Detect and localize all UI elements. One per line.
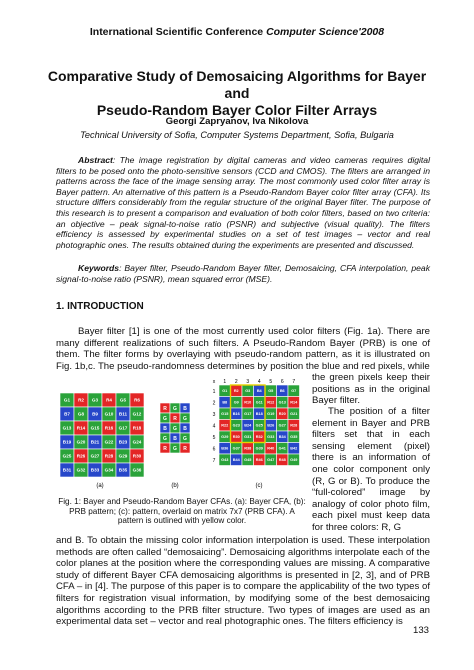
bayer-cell-label: G24 [132, 439, 142, 445]
keywords [56, 263, 430, 284]
bayer-cell-label: G5 [119, 397, 127, 403]
prb-cell-label: B8 [222, 400, 228, 405]
intro-paragraph-1-text: Bayer filter [1] is one of the most currently used color filters (Fig. 1a). There are many different realizations of such filters. A Pseudo-Random Bayer (PRB) is one of them. The filter forms by overlaying with pseudo-random pattern, as it is illustrated on Fig. 1b,c. The pseudo-randomness determines by position the blue and red pixels, while [56, 326, 430, 372]
bayer-cell-label: G29 [118, 453, 128, 459]
side-column-b-text: The position of a filter element in Bayer and PRB filters set that in each sensing element (pixel) there is an information of one color component only (R, G or B). To produce the “full-colored” image by analogy of color photo film, each pixel must keep data for three colors: R, G [312, 406, 430, 533]
section-title: 1. INTRODUCTION [56, 301, 144, 312]
axis-label-c-row: 4 [212, 423, 216, 430]
bayer-cell-label: B19 [62, 439, 72, 445]
prb-cell-label: R22 [221, 423, 229, 428]
axis-label-c-row: 7 [212, 457, 216, 464]
bayer-cell-label: R14 [76, 425, 86, 431]
prb-cell-label: B36 [221, 446, 229, 451]
prb-cell-label: R48 [278, 458, 286, 463]
prb-cell-label: G33 [267, 435, 275, 440]
prb-pattern-cell-label: G [173, 425, 177, 432]
prb-cell-label: G25 [255, 423, 263, 428]
prb-cell-label: G39 [255, 446, 263, 451]
prb-cell-label: R46 [255, 458, 263, 463]
bayer-cell-label: R18 [132, 425, 142, 431]
bayer-cell-label: B35 [118, 467, 128, 473]
prb-cell-label: G49 [290, 458, 298, 463]
prb-cell-label: G15 [221, 412, 229, 417]
page-number: 133 [413, 625, 430, 636]
intro-paragraph-2: and B. To obtain the missing color information interpolation is used. These interpolation methods are often called “demosaicing”. Demosaicing algorithms interpolate each of the color planes at the position where the corresponding values are missing. A comparative study of different Bayer CFA demosaicing algorithms is presented in [2, 3], and of PRB CFA – in [4]. The purpose of this paper is to compare the applicability of the two types of filters for registration visual information, by modifying some of the best demosaicing algorithms according to the PRB filter structure. Two types of images are used as an experimental data set – vector and real photographic ones. The filters efficiency is [56, 535, 430, 628]
prb-matrix-c [213, 379, 300, 466]
bayer-cell-label: G1 [63, 397, 71, 403]
side-column-b [312, 406, 430, 534]
axis-label-c: x [212, 379, 216, 385]
prb-cell-label: R32 [255, 435, 263, 440]
prb-pattern-cell-label: R [163, 405, 167, 412]
axis-label-c: 7 [292, 379, 296, 385]
conference-name: Computer Science'2008 [266, 26, 385, 38]
bayer-matrix-a [60, 393, 144, 477]
bayer-cell-label: B7 [64, 411, 70, 417]
bayer-cell-label: R30 [132, 453, 142, 459]
bayer-cell-label: G27 [90, 453, 100, 459]
prb-cell-label: G13 [278, 400, 286, 405]
bayer-cell-label: G25 [62, 453, 72, 459]
axis-label-c-row: 2 [212, 400, 216, 407]
bayer-cell-label: R2 [78, 397, 84, 403]
prb-pattern-cell-label: G [173, 445, 177, 452]
side-column-a: the green pixels keep their positions as in the original Bayer filter. [312, 372, 430, 407]
prb-cell-label: B4 [256, 389, 262, 394]
intro-paragraph-1 [56, 326, 430, 372]
prb-cell-label: R20 [278, 412, 286, 417]
bayer-cell-label: G20 [76, 439, 86, 445]
title-line-1: Comparative Study of Demosaicing Algorithms for Bayer and [47, 68, 427, 101]
prb-cell-label: G11 [255, 400, 263, 405]
bayer-cell-label: R16 [104, 425, 114, 431]
prb-cell-label: G23 [232, 423, 240, 428]
figure-caption: Fig. 1: Bayer and Pseudo-Random Bayer CFAs. (a): Bayer CFA, (b): PRB pattern; (c): pattern, overlaid on matrix 7x7 (PRB CFA). A pattern is outlined with yellow color. [58, 497, 306, 526]
bayer-cell-label: G32 [76, 467, 86, 473]
affiliation: Technical University of Sofia, Computer Systems Department, Sofia, Bulgaria [80, 130, 394, 140]
prb-cell-label: R2 [233, 389, 239, 394]
prb-cell-label: G19 [267, 412, 275, 417]
bayer-cell-label: R28 [104, 453, 114, 459]
prb-cell-label: B18 [255, 412, 263, 417]
conference-prefix: International Scientific Conference [89, 26, 267, 38]
figure-label-a: (a) [96, 483, 104, 489]
bayer-cell-label: G12 [132, 411, 142, 417]
prb-cell-label: R12 [267, 400, 275, 405]
prb-cell-label: R28 [290, 423, 298, 428]
bayer-cell-label: G36 [132, 467, 142, 473]
prb-cell-label: G35 [290, 435, 298, 440]
prb-cell-label: B16 [232, 412, 240, 417]
axis-label-c: 6 [280, 379, 284, 385]
bayer-cell-label: R4 [106, 397, 112, 403]
prb-cell-label: G7 [291, 389, 297, 394]
prb-pattern-cell-label: G [163, 415, 167, 422]
prb-cell-label: R14 [290, 400, 298, 405]
prb-pattern-cell-label: G [173, 405, 177, 412]
title-line-2: Pseudo-Random Bayer Color Filter Arrays [96, 102, 378, 118]
bayer-cell-label: G34 [104, 467, 114, 473]
axis-label-c: 5 [269, 379, 273, 385]
prb-pattern-cell-label: R [173, 415, 177, 422]
bayer-cell-label: G13 [62, 425, 72, 431]
keywords-text: : Bayer filter, Pseudo-Random Bayer filter, Demosaicing, CFA interpolation, peak signal-to-noise ratio (PSNR), mean squared error (MSE). [56, 263, 430, 284]
prb-cell-label: B42 [290, 446, 298, 451]
prb-cell-label: R10 [244, 400, 252, 405]
figure-1 [56, 375, 308, 495]
axis-label-c: 2 [234, 379, 238, 385]
prb-pattern-b [160, 403, 190, 453]
prb-cell-label: B44 [232, 458, 240, 463]
axis-label-c: 3 [246, 379, 250, 385]
abstract-text: : The image registration by digital cameras and video cameras requires digital filters to be posed onto the photo-sensitive sensors (CCD and CMOS). The filters are arranged in patterns across the face of the image sensing array. The most commonly used color filter array is Bayer pattern. An alternative of this pattern is a Pseudo-Random Bayer color filter array (CFA). Its structure differs considerably from the regular structure of the original Bayer filter. The purpose of this research is to present a comparison and evaluation of both color filters, based on two criteria: an objective – peak signal-to-noise ratio (PSNR) and subjective (visual quality). The filters efficiency is assessed by experimental studies on a set of test images – vector and real photographic ones. The results obtained during the experiments are presented and discussed. [56, 155, 430, 250]
bayer-cell-label: G3 [91, 397, 99, 403]
bayer-cell-label: G17 [118, 425, 128, 431]
prb-cell-label: G5 [268, 389, 274, 394]
abstract-label: Abstract [78, 155, 113, 165]
prb-cell-label: G21 [290, 412, 298, 417]
axis-label-c: 4 [257, 379, 261, 385]
prb-cell-label: G45 [244, 458, 252, 463]
prb-cell-label: G37 [232, 446, 240, 451]
prb-cell-label: G43 [221, 458, 229, 463]
prb-cell-label: G41 [278, 446, 286, 451]
bayer-cell-label: B33 [90, 467, 100, 473]
prb-cell-label: G3 [245, 389, 251, 394]
prb-pattern-cell-label: G [183, 435, 187, 442]
prb-pattern-cell-label: B [183, 425, 187, 432]
prb-pattern-cell-label: G [183, 415, 187, 422]
axis-label-c-row: 5 [212, 434, 216, 441]
prb-cell-label: G29 [221, 435, 229, 440]
figure-label-b: (b) [171, 483, 179, 489]
bayer-cell-label: G22 [104, 439, 114, 445]
keywords-label: Keywords [78, 263, 120, 273]
prb-cell-label: G1 [222, 389, 228, 394]
axis-label-c: 1 [223, 379, 227, 385]
axis-label-c-row: 3 [212, 411, 216, 418]
prb-cell-label: G27 [278, 423, 286, 428]
bayer-cell-label: R6 [134, 397, 140, 403]
abstract [56, 155, 430, 250]
prb-cell-label: G31 [244, 435, 252, 440]
prb-cell-label: R30 [232, 435, 240, 440]
prb-cell-label: G47 [267, 458, 275, 463]
prb-cell-label: G9 [233, 400, 239, 405]
prb-cell-label: G17 [244, 412, 252, 417]
prb-pattern-cell-label: R [163, 445, 167, 452]
prb-cell-label: B34 [278, 435, 286, 440]
bayer-cell-label: B21 [90, 439, 100, 445]
prb-cell-label: R40 [267, 446, 275, 451]
bayer-cell-label: B9 [92, 411, 98, 417]
axis-label-c-row: 1 [212, 388, 216, 395]
prb-cell-label: B26 [267, 423, 275, 428]
prb-cell-label: B6 [279, 389, 285, 394]
axis-label-c-row: 6 [212, 446, 216, 453]
bayer-cell-label: B11 [118, 411, 128, 417]
bayer-cell-label: G8 [77, 411, 85, 417]
prb-pattern-cell-label: B [183, 405, 187, 412]
bayer-cell-label: G15 [90, 425, 100, 431]
prb-pattern-cell-label: G [163, 435, 167, 442]
conference-header [0, 26, 474, 38]
prb-pattern-cell-label: B [163, 425, 167, 432]
prb-pattern-cell-label: R [183, 445, 187, 452]
figure-label-c: (c) [255, 483, 263, 489]
prb-cell-label: B24 [244, 423, 252, 428]
authors: Georgi Zapryanov, Iva Nikolova [165, 116, 309, 127]
prb-cell-label: R38 [244, 446, 252, 451]
paper-title [40, 68, 434, 119]
bayer-cell-label: G10 [104, 411, 114, 417]
prb-pattern-cell-label: B [173, 435, 177, 442]
bayer-cell-label: B23 [118, 439, 128, 445]
bayer-cell-label: R26 [76, 453, 86, 459]
bayer-cell-label: B31 [62, 467, 72, 473]
